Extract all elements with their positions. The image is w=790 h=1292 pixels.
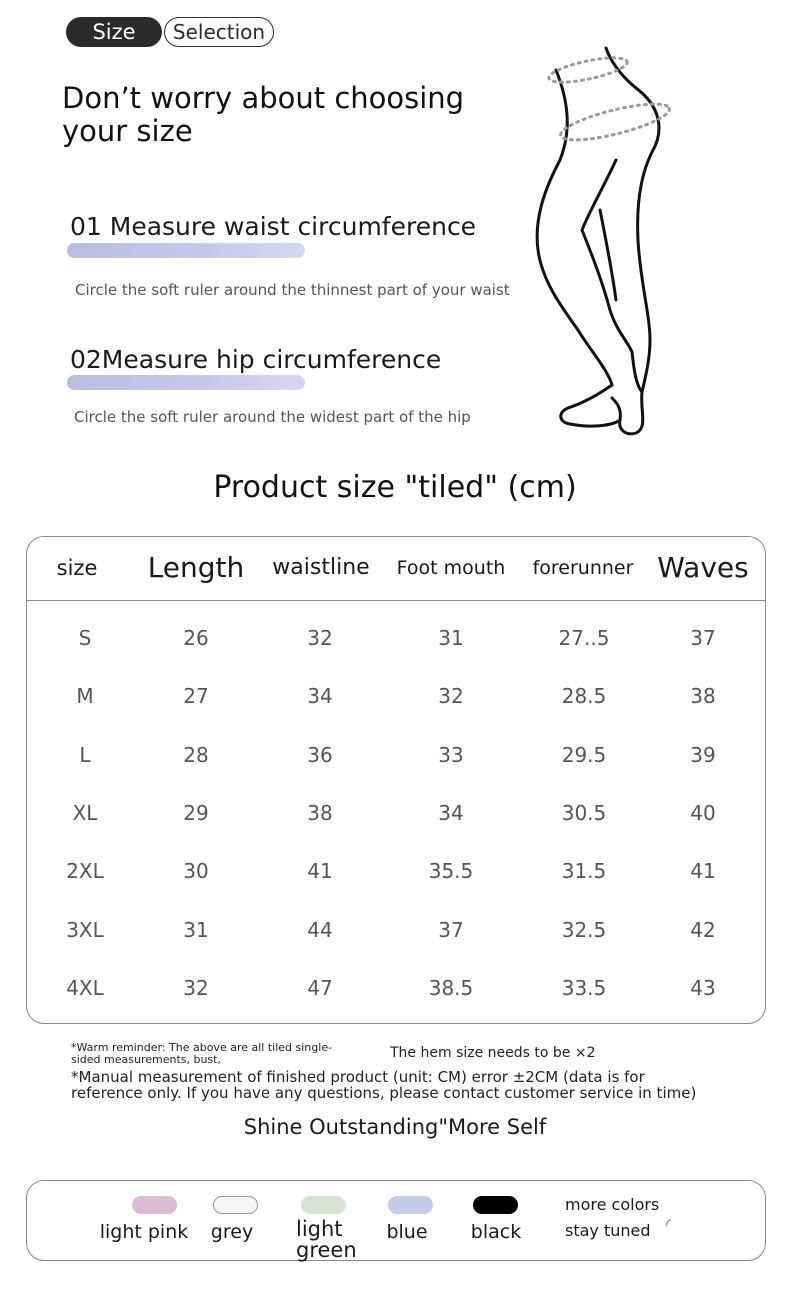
table-cell: 33 [438, 743, 464, 767]
color-label-blue: blue [386, 1221, 428, 1243]
step-1-description: Circle the soft ruler around the thinnest part of your waist [75, 281, 510, 299]
table-cell: 27 [183, 684, 209, 708]
table-cell: 31 [438, 626, 464, 650]
color-label-grey: grey [210, 1221, 254, 1243]
size-table [26, 536, 766, 1024]
table-cell: 35.5 [428, 859, 474, 883]
table-cell: XL [72, 801, 98, 825]
table-cell: 32 [307, 626, 333, 650]
stay-tuned-text: stay tuned [565, 1221, 651, 1240]
swatch-light-green[interactable] [301, 1196, 346, 1214]
table-cell: 30 [183, 859, 209, 883]
swatch-blue[interactable] [388, 1196, 433, 1214]
table-cell: 41 [690, 859, 716, 883]
table-cell: 33.5 [561, 976, 607, 1000]
size-table-title: Product size "tiled" (cm) [213, 470, 577, 505]
table-cell: 39 [690, 743, 716, 767]
color-label-light-pink: light pink [99, 1221, 189, 1243]
table-cell: 26 [183, 626, 209, 650]
reminder-note-line-2: sided measurements, bust, [71, 1053, 221, 1066]
table-cell: 34 [307, 684, 333, 708]
col-header-forerunner: forerunner [532, 557, 634, 579]
table-cell: 28.5 [561, 684, 607, 708]
step-2-title: 02Measure hip circumference [70, 345, 442, 374]
manual-note-line-2: reference only. If you have any questions, please contact customer service in time) [71, 1084, 697, 1102]
table-cell: 29.5 [561, 743, 607, 767]
table-cell: L [79, 743, 91, 767]
col-header-length: Length [147, 551, 245, 584]
col-header-foot-mouth: Foot mouth [396, 557, 506, 579]
col-header-waistline: waistline [272, 555, 370, 580]
table-cell: 31.5 [561, 859, 607, 883]
color-label-black: black [470, 1221, 522, 1243]
table-cell: 42 [690, 918, 716, 942]
more-colors-text: more colors [565, 1195, 660, 1214]
sparkle-icon [664, 1218, 674, 1228]
table-cell: M [76, 684, 94, 708]
table-cell: 38 [690, 684, 716, 708]
reminder-note-line-1: *Warm reminder: The above are all tiled single- [71, 1041, 333, 1054]
table-cell: 37 [690, 626, 716, 650]
table-cell: 32.5 [561, 918, 607, 942]
table-cell: 40 [690, 801, 716, 825]
table-cell: 2XL [66, 859, 104, 883]
step-1-highlight-bar [67, 243, 305, 258]
table-cell: 32 [183, 976, 209, 1000]
table-cell: 38 [307, 801, 333, 825]
step-1-title: 01 Measure waist circumference [70, 212, 477, 241]
table-cell: 36 [307, 743, 333, 767]
legs-with-tape-measure-icon [520, 40, 680, 440]
table-cell: 43 [690, 976, 716, 1000]
table-cell: 37 [438, 918, 464, 942]
table-cell: 41 [307, 859, 333, 883]
table-header-divider [27, 600, 765, 601]
manual-note-line-1: *Manual measurement of finished product (unit: CM) error ±2CM (data is for [71, 1068, 645, 1086]
col-header-waves: Waves [657, 551, 749, 584]
table-cell: 38.5 [428, 976, 474, 1000]
swatch-light-pink[interactable] [132, 1196, 177, 1214]
table-cell: 30.5 [561, 801, 607, 825]
step-2-description: Circle the soft ruler around the widest part of the hip [74, 408, 471, 426]
hem-note: The hem size needs to be ×2 [390, 1045, 596, 1061]
table-cell: 29 [183, 801, 209, 825]
table-cell: 4XL [66, 976, 104, 1000]
step-2-highlight-bar [67, 375, 305, 390]
swatch-grey[interactable] [213, 1196, 258, 1214]
table-cell: S [78, 626, 92, 650]
page-headline: Don’t worry about choosing your size [62, 81, 465, 148]
tagline: Shine Outstanding"More Self [243, 1115, 547, 1139]
table-cell: 47 [307, 976, 333, 1000]
table-cell: 34 [438, 801, 464, 825]
table-cell: 27..5 [558, 626, 610, 650]
col-header-size: size [56, 556, 98, 580]
selection-tag: Selection [164, 17, 274, 47]
table-cell: 3XL [66, 918, 104, 942]
table-cell: 32 [438, 684, 464, 708]
size-tag: Size [66, 17, 162, 47]
swatch-black[interactable] [473, 1196, 518, 1214]
color-label-light-green: light green [296, 1217, 357, 1262]
table-cell: 31 [183, 918, 209, 942]
table-cell: 44 [307, 918, 333, 942]
table-cell: 28 [183, 743, 209, 767]
